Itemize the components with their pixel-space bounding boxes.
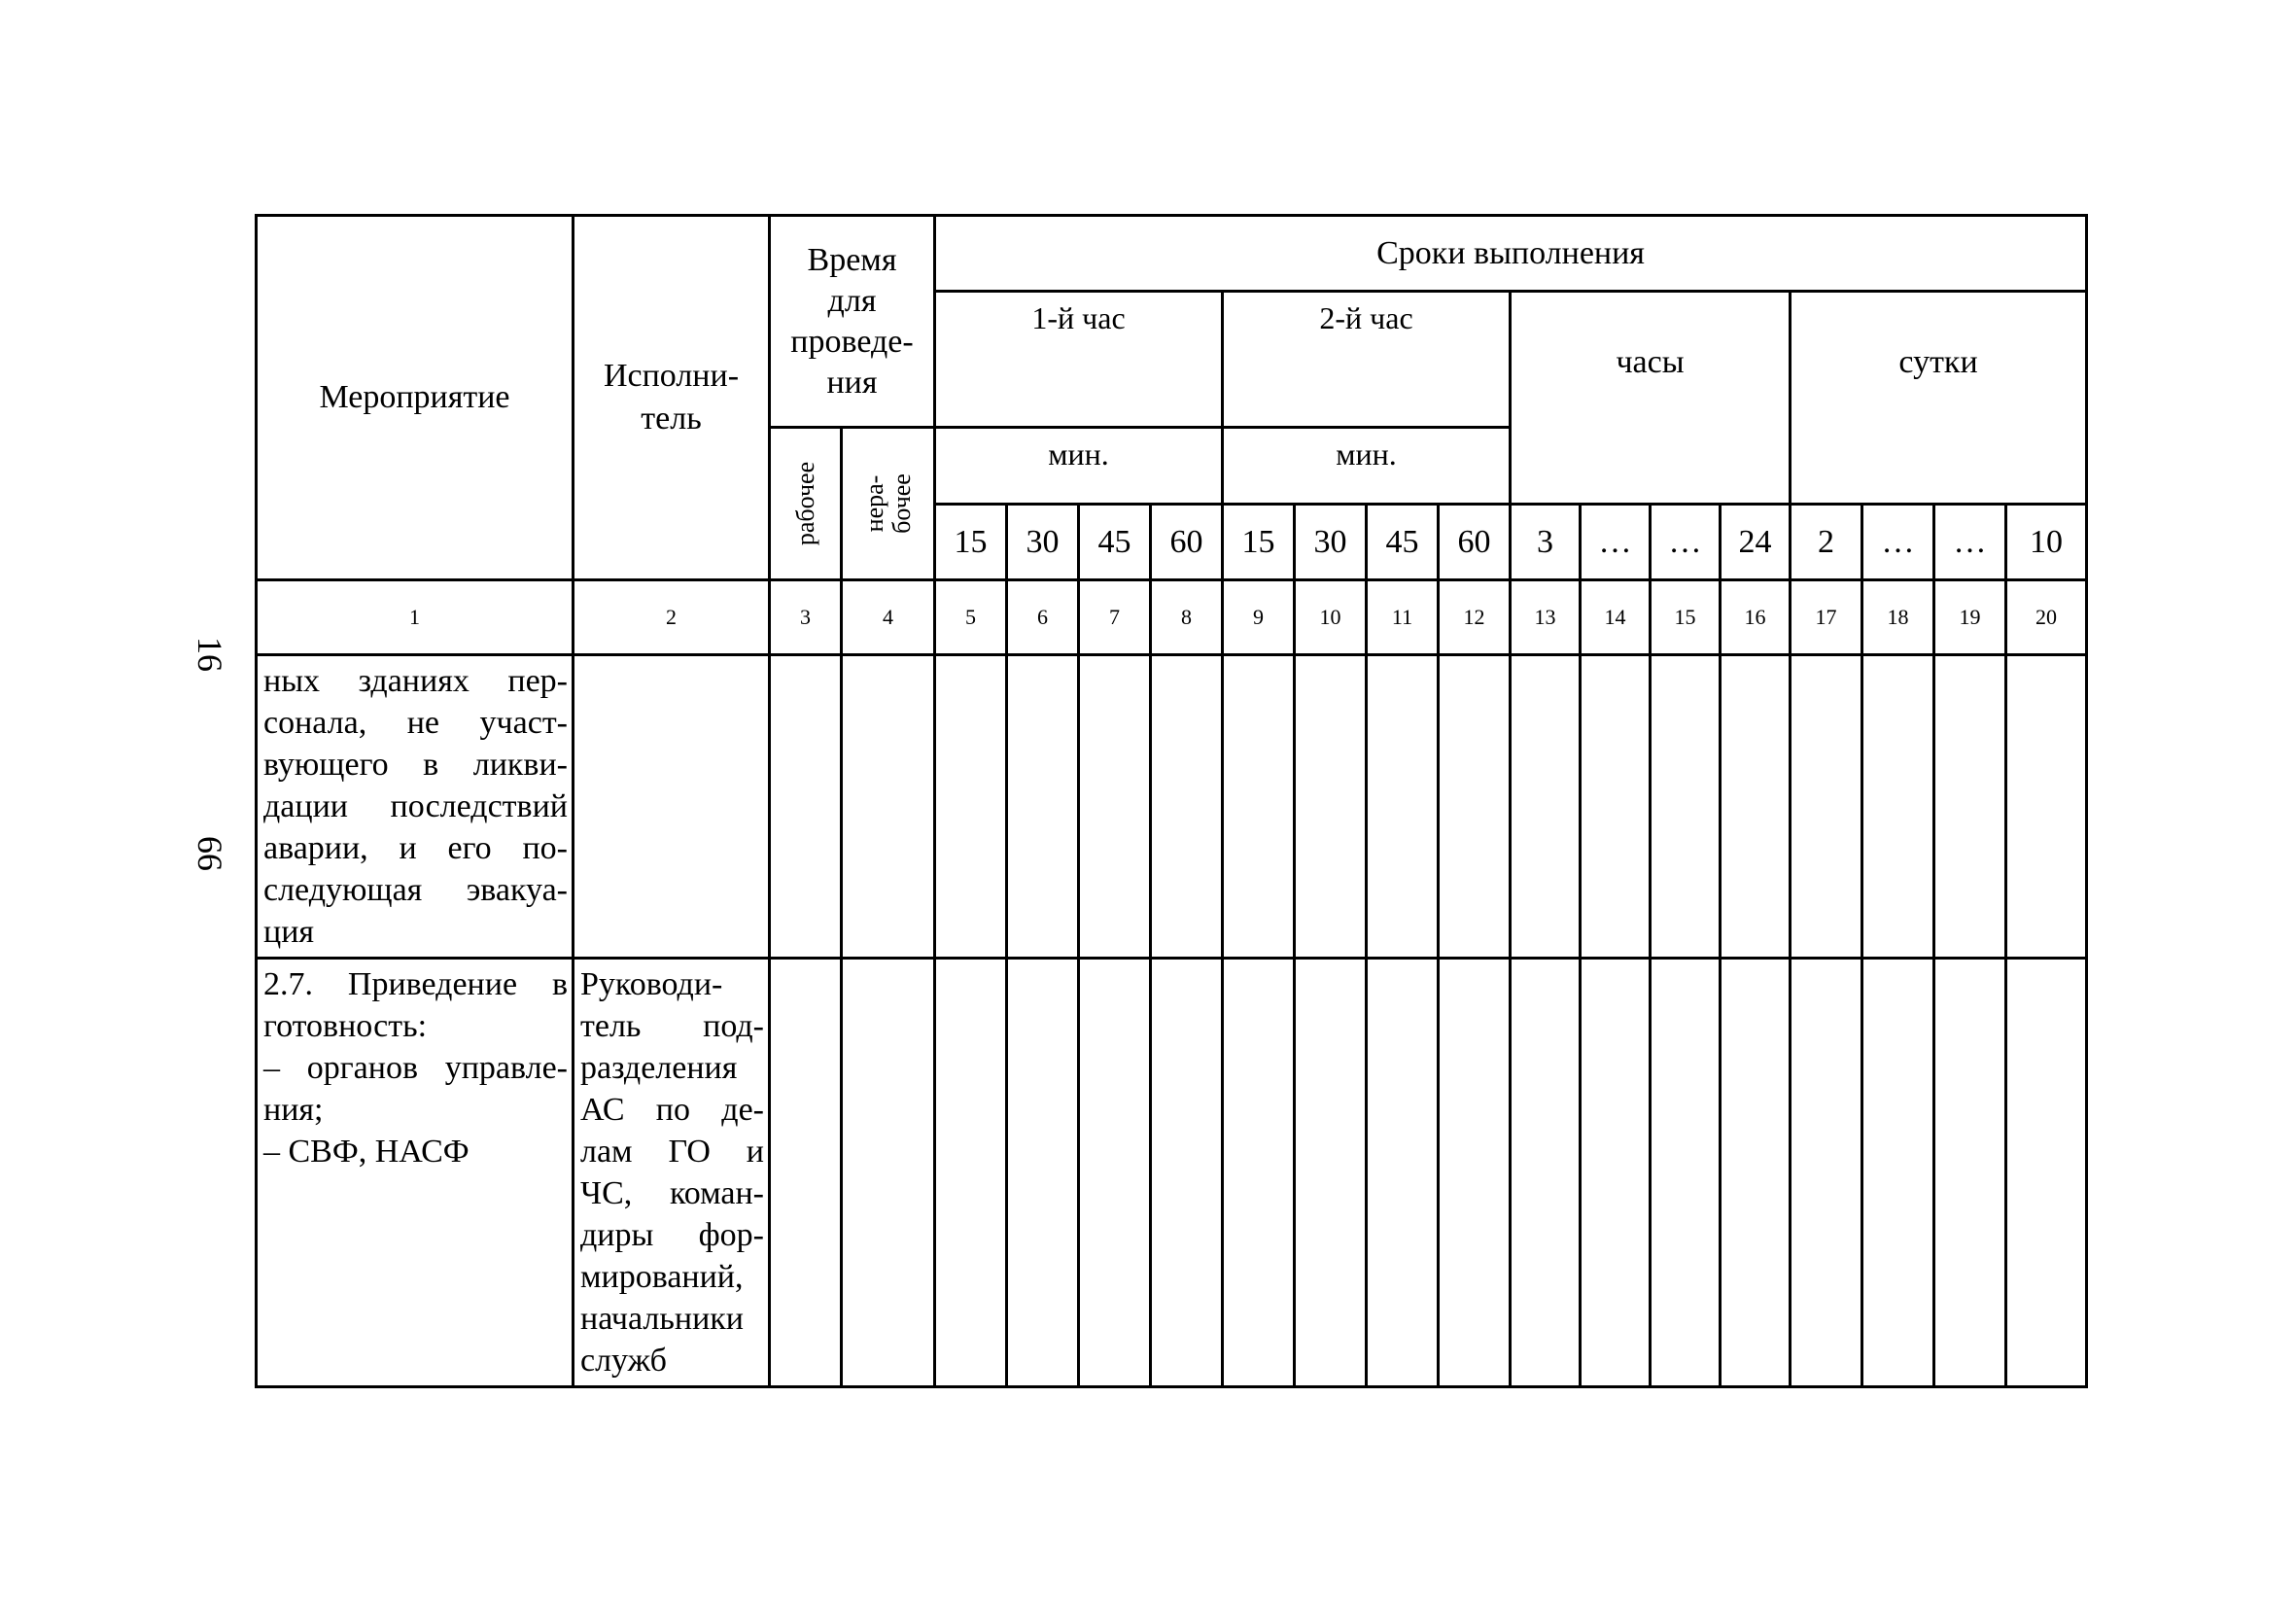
header-value-cell: … bbox=[1934, 505, 2006, 580]
schedule-cell bbox=[1439, 655, 1511, 959]
header-executor bbox=[574, 216, 770, 580]
column-number-cell: 13 bbox=[1511, 580, 1581, 655]
schedule-cell bbox=[1934, 655, 2006, 959]
column-number-cell: 1 bbox=[257, 580, 574, 655]
event-line: готовность: bbox=[263, 1008, 428, 1044]
column-number-cell: 20 bbox=[2006, 580, 2087, 655]
column-number-cell: 3 bbox=[770, 580, 842, 655]
header-min1: мин. bbox=[935, 428, 1223, 505]
executor-line: тель под- bbox=[580, 1008, 764, 1044]
executor-line: разделения bbox=[580, 1050, 738, 1086]
header-nonworking-label bbox=[861, 473, 916, 534]
header-nonworking-line: нера- bbox=[859, 474, 888, 533]
table-row bbox=[257, 959, 2087, 1387]
header-value-cell: 60 bbox=[1439, 505, 1511, 580]
header-value-cell: 15 bbox=[1223, 505, 1295, 580]
header-hour1: 1-й час bbox=[935, 292, 1223, 428]
header-nonworking-line: бочее bbox=[887, 473, 916, 534]
column-number-cell: 6 bbox=[1007, 580, 1079, 655]
header-time bbox=[770, 216, 935, 428]
executor-line: начальники bbox=[580, 1301, 744, 1337]
table-row bbox=[257, 655, 2087, 959]
header-working bbox=[770, 428, 842, 580]
column-number-cell: 4 bbox=[842, 580, 935, 655]
header-value-cell: 10 bbox=[2006, 505, 2087, 580]
header-value-cell: … bbox=[1581, 505, 1651, 580]
header-time-line: для bbox=[827, 282, 877, 319]
column-number-cell: 12 bbox=[1439, 580, 1511, 655]
header-value-cell: 30 bbox=[1007, 505, 1079, 580]
executor-line: АС по де- bbox=[580, 1092, 764, 1128]
header-value-cell: 30 bbox=[1295, 505, 1367, 580]
header-executor-line: тель bbox=[641, 401, 702, 437]
schedule-cell bbox=[1079, 959, 1151, 1387]
column-number-cell: 10 bbox=[1295, 580, 1367, 655]
executor-line: служб bbox=[580, 1343, 667, 1379]
schedule-table bbox=[255, 214, 2088, 1388]
event-line: сонала, не участ- bbox=[263, 705, 568, 741]
header-value-cell: 45 bbox=[1367, 505, 1439, 580]
column-number-cell: 16 bbox=[1721, 580, 1791, 655]
schedule-cell bbox=[770, 959, 842, 1387]
header-nonworking bbox=[842, 428, 935, 580]
schedule-cell bbox=[1223, 655, 1295, 959]
schedule-cell bbox=[1367, 959, 1439, 1387]
column-number-cell: 15 bbox=[1651, 580, 1721, 655]
column-number-cell: 19 bbox=[1934, 580, 2006, 655]
header-executor-line: Исполни- bbox=[603, 358, 740, 394]
header-value-cell: … bbox=[1651, 505, 1721, 580]
executor-line: мирований, bbox=[580, 1259, 744, 1295]
event-line: ных зданиях пер- bbox=[263, 663, 568, 699]
schedule-cell bbox=[1581, 655, 1651, 959]
column-numbers-row bbox=[257, 580, 2087, 655]
header-event: Мероприятие bbox=[257, 216, 574, 580]
header-time-line: проведе- bbox=[790, 323, 914, 360]
column-number-cell: 14 bbox=[1581, 580, 1651, 655]
column-number-cell: 17 bbox=[1791, 580, 1862, 655]
column-number-cell: 9 bbox=[1223, 580, 1295, 655]
event-line: 2.7. Приведение в bbox=[263, 966, 568, 1002]
schedule-cell bbox=[1295, 655, 1367, 959]
event-line: дации последствий bbox=[263, 788, 568, 824]
schedule-cell bbox=[1581, 959, 1651, 1387]
page-number-bottom: 66 bbox=[191, 836, 229, 871]
header-hour2: 2-й час bbox=[1223, 292, 1511, 428]
schedule-cell bbox=[2006, 959, 2087, 1387]
schedule-cell bbox=[1151, 655, 1223, 959]
schedule-cell bbox=[1151, 959, 1223, 1387]
event-line: – СВФ, НАСФ bbox=[263, 1134, 470, 1170]
header-value-cell: 45 bbox=[1079, 505, 1151, 580]
column-number-cell: 2 bbox=[574, 580, 770, 655]
schedule-cell bbox=[1651, 959, 1721, 1387]
executor-line: ЧС, коман- bbox=[580, 1175, 764, 1211]
schedule-cell bbox=[770, 655, 842, 959]
schedule-cell bbox=[1079, 655, 1151, 959]
schedule-cell bbox=[842, 655, 935, 959]
schedule-cell bbox=[1223, 959, 1295, 1387]
header-terms: Сроки выполнения bbox=[935, 216, 2087, 292]
event-line: ция bbox=[263, 914, 315, 950]
executor-line: лам ГО и bbox=[580, 1134, 764, 1170]
schedule-cell bbox=[1651, 655, 1721, 959]
executor-cell bbox=[574, 655, 770, 959]
schedule-cell bbox=[1511, 655, 1581, 959]
column-number-cell: 11 bbox=[1367, 580, 1439, 655]
header-value-cell: 24 bbox=[1721, 505, 1791, 580]
event-line: ния; bbox=[263, 1092, 324, 1128]
schedule-cell bbox=[1439, 959, 1511, 1387]
header-value-cell: 15 bbox=[935, 505, 1007, 580]
header-value-cell: … bbox=[1862, 505, 1934, 580]
executor-cell bbox=[574, 959, 770, 1387]
schedule-cell bbox=[1007, 959, 1079, 1387]
header-min2: мин. bbox=[1223, 428, 1511, 505]
schedule-cell bbox=[2006, 655, 2087, 959]
schedule-cell bbox=[1862, 655, 1934, 959]
event-cell bbox=[257, 959, 574, 1387]
event-line: – органов управле- bbox=[263, 1050, 568, 1086]
schedule-cell bbox=[935, 655, 1007, 959]
header-time-line: ния bbox=[826, 364, 878, 401]
header-days: сутки bbox=[1791, 292, 2087, 505]
header-value-cell: 2 bbox=[1791, 505, 1862, 580]
schedule-cell bbox=[1721, 959, 1791, 1387]
header-working-label: рабочее bbox=[790, 461, 819, 546]
schedule-cell bbox=[842, 959, 935, 1387]
schedule-cell bbox=[1791, 655, 1862, 959]
header-hours: часы bbox=[1511, 292, 1791, 505]
schedule-cell bbox=[1367, 655, 1439, 959]
header-time-line: Время bbox=[807, 241, 897, 278]
header-value-cell: 60 bbox=[1151, 505, 1223, 580]
column-number-cell: 18 bbox=[1862, 580, 1934, 655]
page-number-top: 16 bbox=[191, 637, 229, 672]
schedule-cell bbox=[1934, 959, 2006, 1387]
column-number-cell: 7 bbox=[1079, 580, 1151, 655]
schedule-cell bbox=[1007, 655, 1079, 959]
schedule-cell bbox=[935, 959, 1007, 1387]
schedule-cell bbox=[1295, 959, 1367, 1387]
event-line: аварии, и его по- bbox=[263, 830, 568, 866]
executor-line: Руководи- bbox=[580, 966, 723, 1002]
column-number-cell: 5 bbox=[935, 580, 1007, 655]
event-line: следующая эвакуа- bbox=[263, 872, 568, 908]
schedule-cell bbox=[1862, 959, 1934, 1387]
schedule-cell bbox=[1721, 655, 1791, 959]
event-line: вующего в ликви- bbox=[263, 747, 568, 783]
column-number-cell: 8 bbox=[1151, 580, 1223, 655]
header-value-cell: 3 bbox=[1511, 505, 1581, 580]
event-cell bbox=[257, 655, 574, 959]
schedule-cell bbox=[1511, 959, 1581, 1387]
executor-line: диры фор- bbox=[580, 1217, 764, 1253]
schedule-cell bbox=[1791, 959, 1862, 1387]
